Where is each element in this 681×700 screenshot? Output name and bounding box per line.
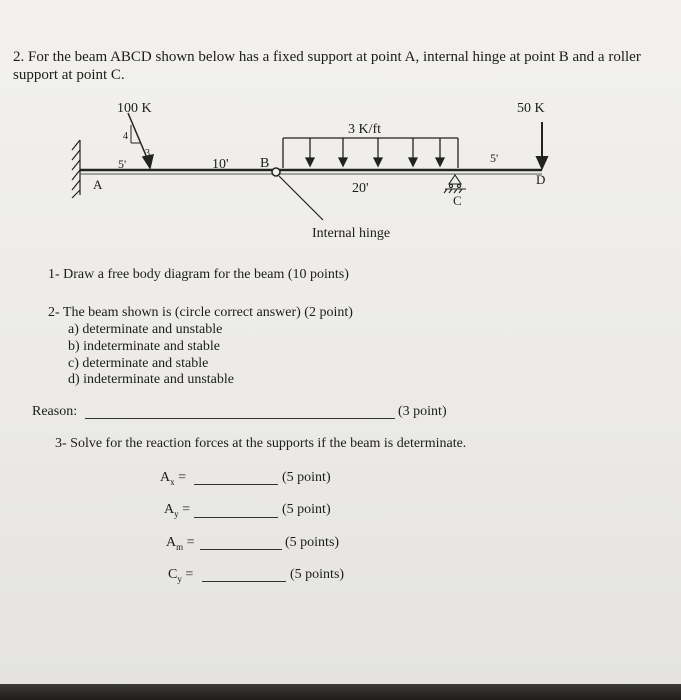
hinge-leader-line: [279, 176, 323, 220]
roller-support-c: [444, 175, 466, 193]
reaction-ax-answer-line[interactable]: [194, 484, 278, 485]
reaction-am-points: (5 points): [285, 535, 340, 550]
reaction-ay-points: (5 point): [282, 502, 331, 517]
question-1: 1- Draw a free body diagram for the beam (10 points): [48, 267, 349, 282]
reaction-cy-points: (5 points): [290, 567, 345, 582]
problem-statement-line2: support at point C.: [13, 67, 125, 83]
option-c[interactable]: c) determinate and stable: [68, 356, 209, 371]
reaction-ax-points: (5 point): [282, 470, 331, 485]
dimension-10ft: 10': [212, 157, 229, 172]
dimension-5ft-left: 5': [118, 157, 127, 171]
internal-hinge-b: [272, 168, 280, 176]
point-b-label: B: [260, 156, 270, 171]
dimension-5ft-right: 5': [490, 151, 499, 165]
point-a-label: A: [93, 177, 103, 192]
reaction-ay-answer-line[interactable]: [194, 517, 278, 518]
screen-bottom-edge: [0, 684, 681, 700]
load-100k-label: 100 K: [117, 101, 152, 116]
inclined-load-100k: [128, 113, 153, 168]
question-3: 3- Solve for the reaction forces at the supports if the beam is determinate.: [55, 436, 467, 451]
fixed-support-a: [72, 140, 80, 198]
reaction-ax-label: $A_x$ =: [160, 470, 187, 487]
slope-3-label: 3: [145, 148, 150, 159]
load-50k-label: 50 K: [517, 101, 545, 116]
reaction-am-label: $A_m$ =: [166, 535, 195, 552]
distributed-load-label: 3 K/ft: [348, 122, 382, 137]
reaction-ay-label: $A_y$ =: [164, 502, 191, 519]
distributed-load: [283, 138, 458, 168]
reason-answer-line[interactable]: [85, 418, 395, 419]
reaction-cy-label: $C_y$ =: [168, 567, 194, 584]
point-c-label: C: [453, 193, 462, 208]
option-b[interactable]: b) indeterminate and stable: [68, 339, 220, 354]
reaction-cy-answer-line[interactable]: [202, 581, 286, 582]
internal-hinge-label: Internal hinge: [312, 226, 391, 241]
option-a[interactable]: a) determinate and unstable: [68, 322, 223, 337]
point-load-50k: [537, 122, 547, 168]
reason-label: Reason:: [32, 404, 78, 419]
option-d[interactable]: d) indeterminate and unstable: [68, 372, 234, 387]
problem-statement-line1: 2. For the beam ABCD shown below has a fixed support at point A, internal hinge at point B and a roller: [13, 49, 641, 65]
reaction-am-answer-line[interactable]: [200, 549, 282, 550]
dimension-20ft: 20': [352, 181, 369, 196]
slope-4-label: 4: [123, 131, 128, 142]
reason-points: (3 point): [398, 404, 447, 419]
point-d-label: D: [536, 172, 546, 187]
question-2: 2- The beam shown is (circle correct answer) (2 point): [48, 305, 353, 320]
beam-diagram: [0, 90, 681, 250]
